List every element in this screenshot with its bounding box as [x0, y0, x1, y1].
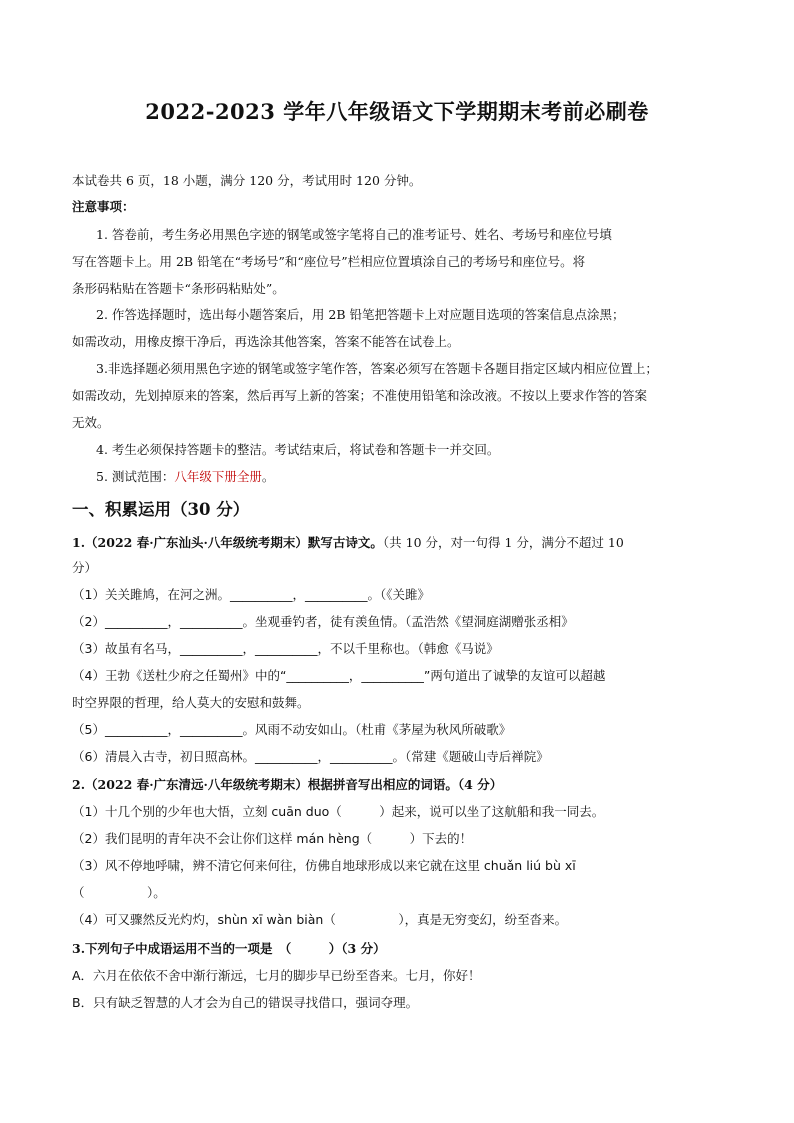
q1-heading-line-1	[72, 534, 732, 552]
notice-2-line-1: 2. 作答选择题时，选出每小题答案后，用 2B 铅笔把答题卡上对应题目选项的答案信息点涂黑；	[96, 307, 625, 322]
notice-heading: 注意事项：	[72, 199, 135, 214]
notice-3-line-1: 3.非选择题必须用黑色字迹的钢笔或签字笔作答，答案必须写在答题卡各题目指定区域内相应位置上；	[96, 361, 658, 376]
q1-scoring: （共 10 分，对一句得 1 分，满分不超过 10	[382, 535, 624, 550]
q2-heading: 2.（2022 春·广东清远·八年级统考期末）根据拼音写出相应的词语。（4 分）	[72, 777, 503, 792]
notice-1-line-1: 1. 答卷前，考生务必用黑色字迹的钢笔或签字笔将自己的准考证号、姓名、考场号和座位号填	[96, 227, 612, 242]
q1-item-1: （1）关关雎鸠，在河之洲。__________，__________。（《关雎》	[72, 587, 430, 602]
notice-5	[96, 468, 732, 486]
notice-4: 4. 考生必须保持答题卡的整洁。考试结束后，将试卷和答题卡一并交回。	[96, 442, 500, 457]
notice-5-suffix: 。	[261, 469, 275, 484]
q2-item-3-cont: （ ）。	[72, 885, 166, 900]
q2-item-3: （3）风不停地呼啸，辨不清它何来何往，仿佛自地球形成以来它就在这里 chuǎn liú bù xī	[72, 858, 576, 873]
notice-5-prefix: 5. 测试范围：	[96, 469, 175, 484]
q3-option-b: B．只有缺乏智慧的人才会为自己的错误寻找借口，强词夺理。	[72, 995, 419, 1010]
q3-heading: 3.下列句子中成语运用不当的一项是 （ ）（3 分）	[72, 941, 386, 956]
q1-item-5: （5）__________，__________。风雨不动安如山。（杜甫《茅屋为秋风所破歌》	[72, 722, 512, 737]
notice-3-line-3: 无效。	[72, 415, 110, 430]
notice-1-line-2: 写在答题卡上。用 2B 铅笔在“考场号”和“座位号”栏相应位置填涂自己的考场号和座位号。将	[72, 254, 586, 269]
q1-heading: 1.（2022 春·广东汕头·八年级统考期末）默写古诗文。	[72, 535, 383, 550]
q2-item-1: （1）十几个别的少年也大悟，立刻 cuān duo（ ）起来，说可以坐了这航船和我一同去。	[72, 804, 605, 819]
intro-text: 本试卷共 6 页，18 小题，满分 120 分，考试用时 120 分钟。	[72, 173, 422, 188]
q1-item-6: （6）清晨入古寺，初日照高林。__________，__________。（常建《题破山寺后禅院》	[72, 749, 549, 764]
q2-item-2: （2）我们昆明的青年决不会让你们这样 mán hèng（ ）下去的！	[72, 831, 473, 846]
q1-item-4-cont: 时空界限的哲理，给人莫大的安慰和鼓舞。	[72, 695, 310, 710]
notice-2-line-2: 如需改动，用橡皮擦干净后，再选涂其他答案，答案不能答在试卷上。	[72, 334, 460, 349]
notice-1-line-3: 条形码粘贴在答题卡“条形码粘贴处”。	[72, 281, 285, 296]
q2-item-4: （4）可又骤然反光灼灼，shùn xī wàn biàn（ ），真是无穷变幻，纷至沓来。	[72, 912, 568, 927]
q1-item-4: （4）王勃《送杜少府之任蜀州》中的“__________，__________”两句道出了诚挚的友谊可以超越	[72, 668, 606, 683]
q1-item-2: （2）__________，__________。坐观垂钓者，徒有羡鱼情。（孟浩然《望洞庭湖赠张丞相》	[72, 614, 574, 629]
q1-heading-line-2: 分）	[72, 560, 98, 575]
section-1-heading: 一、积累运用（30 分）	[72, 500, 250, 519]
notice-3-line-2: 如需改动，先划掉原来的答案，然后再写上新的答案；不准使用铅笔和涂改液。不按以上要求作答的答案	[72, 388, 648, 403]
q3-option-a: A．六月在依依不舍中渐行渐远，七月的脚步早已纷至沓来。七月，你好！	[72, 968, 481, 983]
q1-item-3: （3）故虽有名马，__________，__________，不以千里称也。（韩愈《马说》	[72, 641, 499, 656]
page-title: 2022-2023 学年八年级语文下学期期末考前必刷卷	[145, 99, 649, 124]
test-range: 八年级下册全册	[174, 469, 262, 484]
